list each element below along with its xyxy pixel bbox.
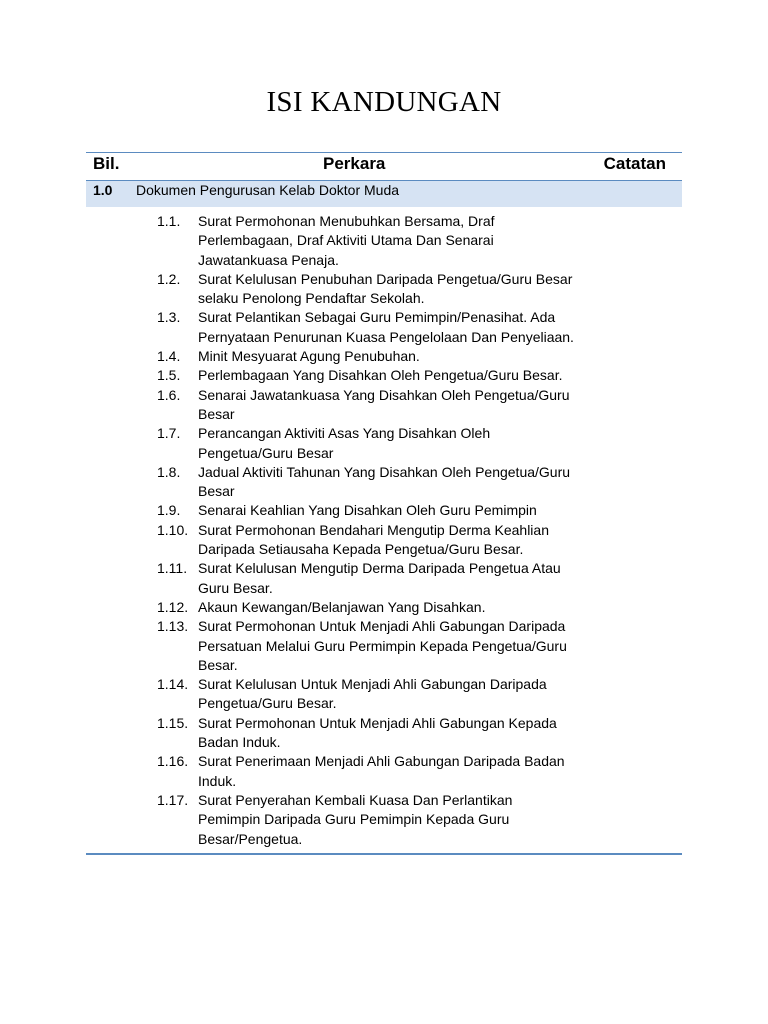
toc-item <box>86 424 578 463</box>
toc-item <box>86 366 578 385</box>
toc-item-text: Perlembagaan Yang Disahkan Oleh Pengetua/Guru Besar. <box>198 367 563 384</box>
toc-item-text: Minit Mesyuarat Agung Penubuhan. <box>198 348 420 365</box>
column-header-catatan: Catatan <box>603 154 666 173</box>
toc-item <box>86 386 578 425</box>
toc-item-text: Senarai Keahlian Yang Disahkan Oleh Guru Pemimpin <box>198 502 537 519</box>
toc-item-text: Surat Permohonan Untuk Menjadi Ahli Gabungan Daripada Persatuan Melalui Guru Permimpin Kepada Pengetua/Guru Besar. <box>198 618 567 673</box>
toc-item <box>86 617 578 675</box>
toc-item-number: 1.8. <box>157 463 181 480</box>
toc-item-text: Surat Permohonan Menubuhkan Bersama, Draf Perlembagaan, Draf Aktiviti Utama Dan Senarai Jawatankuasa Penaja. <box>198 213 495 268</box>
section-title: Dokumen Pengurusan Kelab Doktor Muda <box>136 182 400 198</box>
toc-item <box>86 598 578 617</box>
toc-item-number: 1.2. <box>157 270 181 287</box>
toc-item-number: 1.15. <box>157 714 189 731</box>
toc-item-text: Surat Penyerahan Kembali Kuasa Dan Perlantikan Pemimpin Daripada Guru Pemimpin Kepada Guru Besar/Pengetua. <box>198 791 513 847</box>
toc-item-text: Jadual Aktiviti Tahunan Yang Disahkan Oleh Pengetua/Guru Besar <box>198 463 571 500</box>
toc-item <box>86 559 578 598</box>
toc-item <box>86 714 578 753</box>
toc-item-text: Akaun Kewangan/Belanjawan Yang Disahkan. <box>198 598 486 615</box>
toc-item-text: Surat Pelantikan Sebagai Guru Pemimpin/Penasihat. Ada Pernyataan Penurunan Kuasa Pengelolaan Dan Penyeliaan. <box>198 309 574 345</box>
toc-item <box>86 791 578 849</box>
toc-item-number: 1.17. <box>157 791 189 808</box>
toc-item-number: 1.5. <box>157 367 181 384</box>
toc-item-number: 1.7. <box>157 425 181 442</box>
toc-item-text: Surat Kelulusan Untuk Menjadi Ahli Gabungan Daripada Pengetua/Guru Besar. <box>198 676 547 712</box>
toc-item-number: 1.16. <box>157 753 189 770</box>
toc-item-text: Surat Penerimaan Menjadi Ahli Gabungan Daripada Badan Induk. <box>198 753 565 789</box>
toc-item-number: 1.12. <box>157 598 189 615</box>
toc-item <box>86 752 578 791</box>
toc-item-text: Surat Permohonan Untuk Menjadi Ahli Gabungan Kepada Badan Induk. <box>198 714 557 751</box>
toc-item <box>86 212 578 270</box>
toc-item-text: Perancangan Aktiviti Asas Yang Disahkan Oleh Pengetua/Guru Besar <box>198 425 491 461</box>
toc-item-number: 1.11. <box>157 560 188 577</box>
toc-item-number: 1.10. <box>157 521 189 538</box>
page-title: ISI KANDUNGAN <box>266 86 502 118</box>
toc-item-number: 1.9. <box>157 502 181 519</box>
toc-item-number: 1.13. <box>157 618 189 635</box>
toc-item <box>86 521 578 560</box>
toc-item <box>86 270 578 309</box>
toc-item-number: 1.4. <box>157 348 181 365</box>
toc-item <box>86 347 578 366</box>
table-header-row <box>86 153 682 181</box>
toc-item-text: Surat Kelulusan Mengutip Derma Daripada Pengetua Atau Guru Besar. <box>198 560 561 596</box>
column-header-bil: Bil. <box>93 154 120 173</box>
section-row <box>86 181 682 207</box>
toc-item-number: 1.14. <box>157 676 189 693</box>
column-header-perkara: Perkara <box>323 154 386 173</box>
toc-item-list <box>86 207 682 853</box>
table-bottom-rule <box>86 853 682 855</box>
toc-item-number: 1.3. <box>157 309 181 326</box>
toc-item-text: Surat Permohonan Bendahari Mengutip Derma Keahlian Daripada Setiausaha Kepada Pengetua/Guru Besar. <box>198 521 549 558</box>
toc-item <box>86 501 578 520</box>
section-number: 1.0 <box>93 182 113 198</box>
toc-item <box>86 463 578 502</box>
toc-item-text: Surat Kelulusan Penubuhan Daripada Pengetua/Guru Besar selaku Penolong Pendaftar Sekolah. <box>198 270 573 307</box>
toc-item <box>86 308 578 347</box>
toc-item-number: 1.6. <box>157 386 181 403</box>
toc-item <box>86 675 578 714</box>
toc-item-text: Senarai Jawatankuasa Yang Disahkan Oleh Pengetua/Guru Besar <box>198 386 570 422</box>
toc-item-number: 1.1. <box>157 213 181 229</box>
toc-table <box>86 152 682 855</box>
